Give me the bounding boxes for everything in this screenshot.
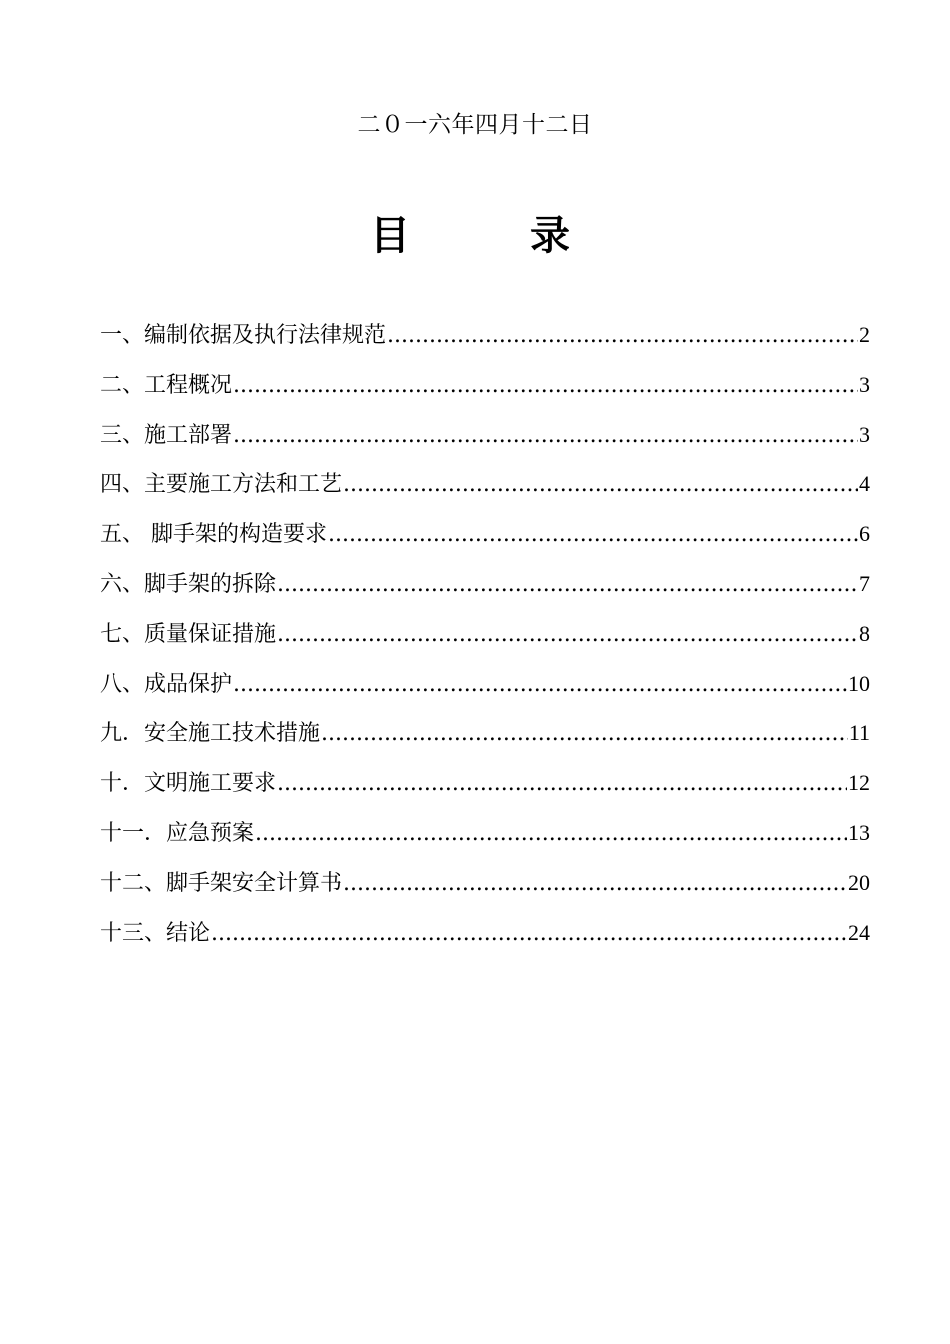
toc-list xyxy=(100,316,870,963)
toc-entry[interactable] xyxy=(100,515,870,565)
toc-dot-leader xyxy=(343,865,847,903)
toc-entry[interactable] xyxy=(100,914,870,964)
document-date: 二０一六年四月十二日 xyxy=(357,112,593,138)
toc-dot-leader xyxy=(233,417,858,455)
toc-entry-label: 十一．应急预案 xyxy=(100,820,255,846)
toc-entry-page: 3 xyxy=(859,421,870,447)
toc-entry-label: 五、 脚手架的构造要求 xyxy=(100,522,327,548)
toc-entry[interactable] xyxy=(100,565,870,615)
toc-entry-page: 11 xyxy=(848,720,870,746)
toc-entry-label: 七、质量保证措施 xyxy=(100,621,277,647)
toc-entry[interactable] xyxy=(100,416,870,466)
toc-entry-page: 13 xyxy=(848,819,870,845)
toc-dot-leader xyxy=(387,317,858,355)
toc-entry-page: 4 xyxy=(859,471,870,497)
toc-entry-page: 7 xyxy=(859,570,870,596)
toc-dot-leader xyxy=(277,566,858,604)
toc-entry-page: 2 xyxy=(859,322,870,347)
toc-dot-leader xyxy=(233,367,858,405)
toc-entry-page: 10 xyxy=(848,670,870,696)
toc-entry-label: 六、脚手架的拆除 xyxy=(100,571,277,597)
toc-entry-label: 八、成品保护 xyxy=(100,671,233,697)
toc-title: 目 录 xyxy=(370,213,610,259)
toc-dot-leader xyxy=(328,516,858,554)
toc-entry-page: 3 xyxy=(859,371,870,397)
toc-entry[interactable] xyxy=(100,665,870,715)
toc-entry[interactable] xyxy=(100,764,870,814)
toc-entry-label: 一、编制依据及执行法律规范 xyxy=(100,323,387,348)
toc-dot-leader xyxy=(255,815,847,853)
toc-entry[interactable] xyxy=(100,714,870,764)
toc-dot-leader xyxy=(277,616,858,654)
toc-dot-leader xyxy=(321,715,848,753)
toc-entry[interactable] xyxy=(100,814,870,864)
toc-entry-page: 24 xyxy=(848,919,870,945)
toc-entry-label: 十二、脚手架安全计算书 xyxy=(100,870,343,896)
toc-dot-leader xyxy=(233,666,847,704)
toc-entry[interactable] xyxy=(100,864,870,914)
toc-entry-label: 四、主要施工方法和工艺 xyxy=(100,472,343,498)
toc-entry-page: 20 xyxy=(848,869,870,895)
toc-entry[interactable] xyxy=(100,615,870,665)
toc-entry[interactable] xyxy=(100,465,870,515)
toc-entry-label: 九．安全施工技术措施 xyxy=(100,721,321,747)
toc-dot-leader xyxy=(211,915,847,953)
toc-entry-label: 三、施工部署 xyxy=(100,422,233,448)
toc-entry-label: 二、工程概况 xyxy=(100,372,233,398)
toc-entry[interactable] xyxy=(100,366,870,416)
toc-entry-page: 8 xyxy=(859,620,870,646)
toc-dot-leader xyxy=(343,466,858,504)
toc-entry-page: 12 xyxy=(848,770,870,796)
toc-entry-page: 6 xyxy=(859,521,870,547)
toc-dot-leader xyxy=(277,765,847,803)
toc-entry-label: 十三、结论 xyxy=(100,920,211,946)
toc-entry[interactable] xyxy=(100,316,870,366)
toc-entry-label: 十．文明施工要求 xyxy=(100,771,277,797)
